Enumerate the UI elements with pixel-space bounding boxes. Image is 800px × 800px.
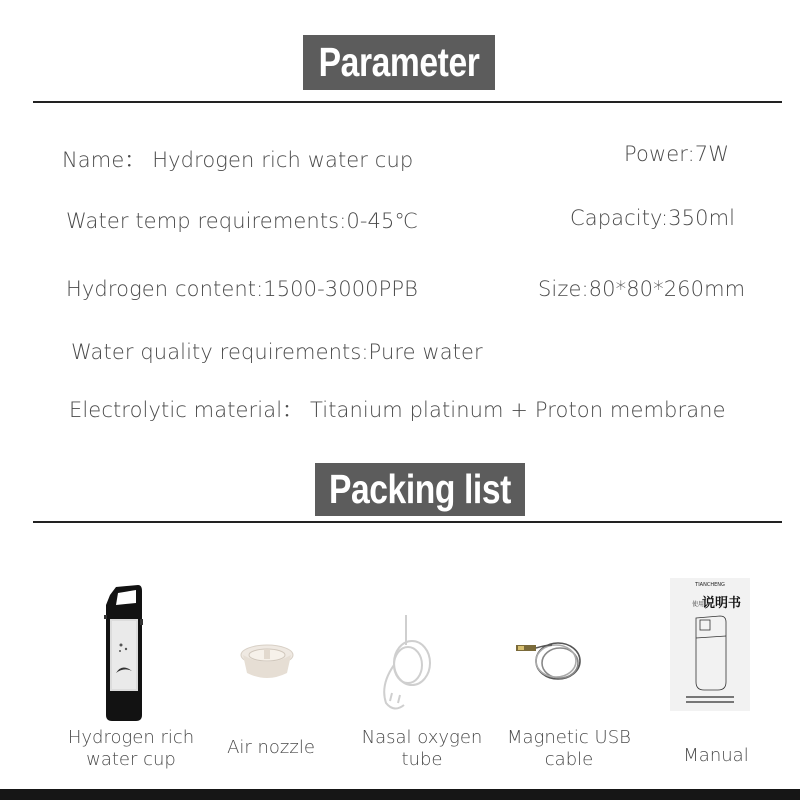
label-line-2: tube bbox=[401, 749, 443, 770]
label-line-1: Hydrogen rich bbox=[67, 727, 195, 748]
spec-electrolytic-material: Electrolytic material： Titanium platinum + Proton membrane bbox=[69, 398, 726, 422]
air-nozzle-image bbox=[239, 643, 295, 681]
spec-power: Power:7W bbox=[624, 142, 730, 166]
spec-water-quality: Water quality requirements:Pure water bbox=[71, 340, 483, 364]
label-line-1: Manual bbox=[683, 745, 749, 766]
parameter-title-text: Parameter bbox=[318, 39, 480, 85]
usb-cable-image bbox=[516, 637, 586, 687]
label-line-1: Air nozzle bbox=[227, 737, 315, 758]
packing-item-label bbox=[60, 727, 202, 771]
packing-item-label bbox=[500, 727, 638, 771]
bottom-bar bbox=[0, 789, 800, 800]
manual-image bbox=[670, 578, 750, 711]
spec-name: Name： Hydrogen rich water cup bbox=[62, 148, 414, 172]
packing-item-usb-cable bbox=[500, 585, 638, 775]
water-cup-image bbox=[102, 585, 144, 723]
manual-title-text: 说明书 bbox=[702, 596, 742, 611]
packing-item-nasal-tube bbox=[352, 585, 492, 775]
packing-item-label bbox=[215, 737, 327, 759]
packing-item-label bbox=[352, 727, 492, 771]
divider-rule bbox=[33, 101, 782, 103]
label-line-2: water cup bbox=[86, 749, 176, 770]
packing-list-section-title bbox=[315, 463, 525, 516]
packing-title-text: Packing list bbox=[329, 466, 511, 512]
spec-size: Size:80*80*260mm bbox=[538, 277, 746, 301]
label-line-1: Magnetic USB bbox=[507, 727, 631, 748]
spec-water-temp: Water temp requirements:0-45℃ bbox=[66, 209, 419, 233]
spec-capacity: Capacity:350ml bbox=[570, 206, 736, 230]
divider-rule bbox=[33, 521, 782, 523]
manual-prefix-text: 使用 bbox=[692, 601, 705, 608]
label-line-2: cable bbox=[544, 749, 594, 770]
parameter-section-title bbox=[303, 35, 495, 90]
packing-item-label bbox=[660, 745, 772, 767]
packing-item-water-cup bbox=[60, 585, 202, 775]
label-line-1: Nasal oxygen bbox=[361, 727, 483, 748]
spec-hydrogen-content: Hydrogen content:1500-3000PPB bbox=[66, 277, 418, 301]
packing-item-manual bbox=[660, 578, 772, 778]
nasal-tube-image bbox=[378, 615, 434, 715]
manual-brand-text: TIANCHENG bbox=[695, 582, 725, 588]
packing-item-air-nozzle bbox=[215, 585, 327, 775]
